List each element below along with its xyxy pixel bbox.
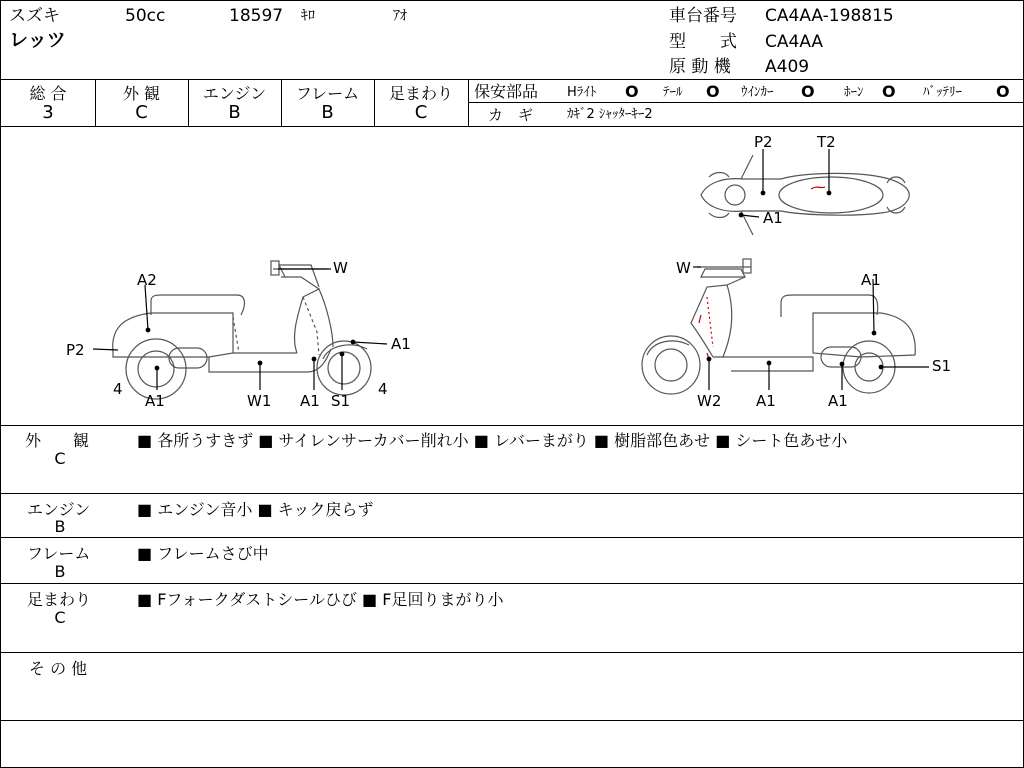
section-engine-text: ■ エンジン音小 ■ キック戻らず xyxy=(137,500,374,519)
diagram-label: A1 xyxy=(763,209,783,227)
frame-number: CA4AA-198815 xyxy=(765,6,894,26)
diagram-label: A1 xyxy=(145,392,165,410)
section-exterior-text: ■ 各所うすきず ■ サイレンサーカバー削れ小 ■ レバーまがり ■ 樹脂部色あせ ■ シート色あせ小 xyxy=(137,431,848,450)
engine-model-label: 原 動 機 xyxy=(669,57,731,77)
diagram-label: A1 xyxy=(828,392,848,410)
diagram-label: 4 xyxy=(378,380,388,398)
diagram-label: 4 xyxy=(113,380,123,398)
section-exterior-label: 外 観 xyxy=(25,431,90,450)
section-suspension-text: ■ Fフォークダストシールひび ■ F足回りまがり小 xyxy=(137,590,504,609)
diagram-label: S1 xyxy=(932,357,952,375)
diagram-label: W2 xyxy=(697,392,722,410)
engine-grade-label: エンジン xyxy=(202,84,267,103)
displacement: 50cc xyxy=(125,6,166,26)
divider xyxy=(1,425,1023,426)
divider xyxy=(468,79,469,126)
suspension-grade: C xyxy=(414,102,428,123)
type-label: 型 式 xyxy=(669,32,737,52)
mileage-unit: ｷﾛ xyxy=(301,8,315,24)
engine-grade: B xyxy=(228,102,241,123)
divider xyxy=(1,583,1023,584)
engine-model: A409 xyxy=(765,57,810,77)
diagram-label: W xyxy=(676,259,691,277)
diagram-label: P2 xyxy=(754,133,773,151)
diagram-label: A1 xyxy=(756,392,776,410)
section-suspension-label: 足まわり xyxy=(27,590,92,609)
safety-item-winker: ｳｲﾝｶｰ xyxy=(741,85,774,100)
diagram-label: W1 xyxy=(247,392,272,410)
suspension-grade-label: 足まわり xyxy=(388,84,453,103)
safety-item-battery: ﾊﾞｯﾃﾘｰ xyxy=(923,85,962,100)
section-frame-label: フレーム xyxy=(27,544,91,563)
safety-mark-horn: O xyxy=(882,82,896,101)
safety-mark-tail: O xyxy=(706,82,720,101)
safety-mark-winker: O xyxy=(801,82,815,101)
key-label: カ ギ xyxy=(488,106,534,124)
diagram-label: A1 xyxy=(391,335,411,353)
section-frame-text: ■ フレームさび中 xyxy=(137,544,269,563)
divider xyxy=(1,493,1023,494)
diagram-label: T2 xyxy=(817,133,836,151)
safety-mark-battery: O xyxy=(996,82,1010,101)
diagram-label: A2 xyxy=(137,271,157,289)
frame-number-label: 車台番号 xyxy=(669,6,737,26)
scooter-right-view xyxy=(642,259,929,394)
diagram-label: S1 xyxy=(331,392,351,410)
type-value: CA4AA xyxy=(765,32,824,52)
safety-label: 保安部品 xyxy=(474,82,539,101)
mileage: 18597 xyxy=(229,6,284,26)
diagram-label: A1 xyxy=(861,271,881,289)
divider xyxy=(1,652,1023,653)
key-value: ｶｷﾞ2 ｼｬｯﾀｰｷｰ2 xyxy=(567,107,653,122)
section-frame-grade: B xyxy=(54,562,66,581)
safety-item-tail: ﾃｰﾙ xyxy=(663,85,683,100)
overall-label: 総 合 xyxy=(29,84,67,103)
section-exterior-grade: C xyxy=(54,449,66,468)
frame-grade: B xyxy=(321,102,334,123)
divider xyxy=(1,537,1023,538)
diagram-label: A1 xyxy=(300,392,320,410)
vehicle-diagram xyxy=(1,127,1023,424)
frame-grade-label: フレーム xyxy=(295,84,360,103)
divider xyxy=(1,720,1023,721)
overall-grade: 3 xyxy=(42,102,54,123)
safety-item-headlight: Hﾗｲﾄ xyxy=(567,85,597,100)
section-engine-grade: B xyxy=(54,517,66,536)
diagram-label: W xyxy=(333,259,348,277)
section-engine-label: エンジン xyxy=(27,500,91,519)
exterior-label: 外 観 xyxy=(122,84,161,103)
section-other-label: そ の 他 xyxy=(29,659,88,678)
section-suspension-grade: C xyxy=(54,608,66,627)
safety-item-horn: ﾎｰﾝ xyxy=(844,85,864,100)
diagram-label: P2 xyxy=(66,341,85,359)
safety-mark-headlight: O xyxy=(625,82,639,101)
maker: スズキ xyxy=(9,6,60,26)
exterior-grade: C xyxy=(135,102,148,123)
model-name: レッツ xyxy=(9,29,66,51)
color: ｱｵ xyxy=(393,8,407,24)
divider xyxy=(1,79,1023,80)
scooter-top-view xyxy=(701,149,909,235)
